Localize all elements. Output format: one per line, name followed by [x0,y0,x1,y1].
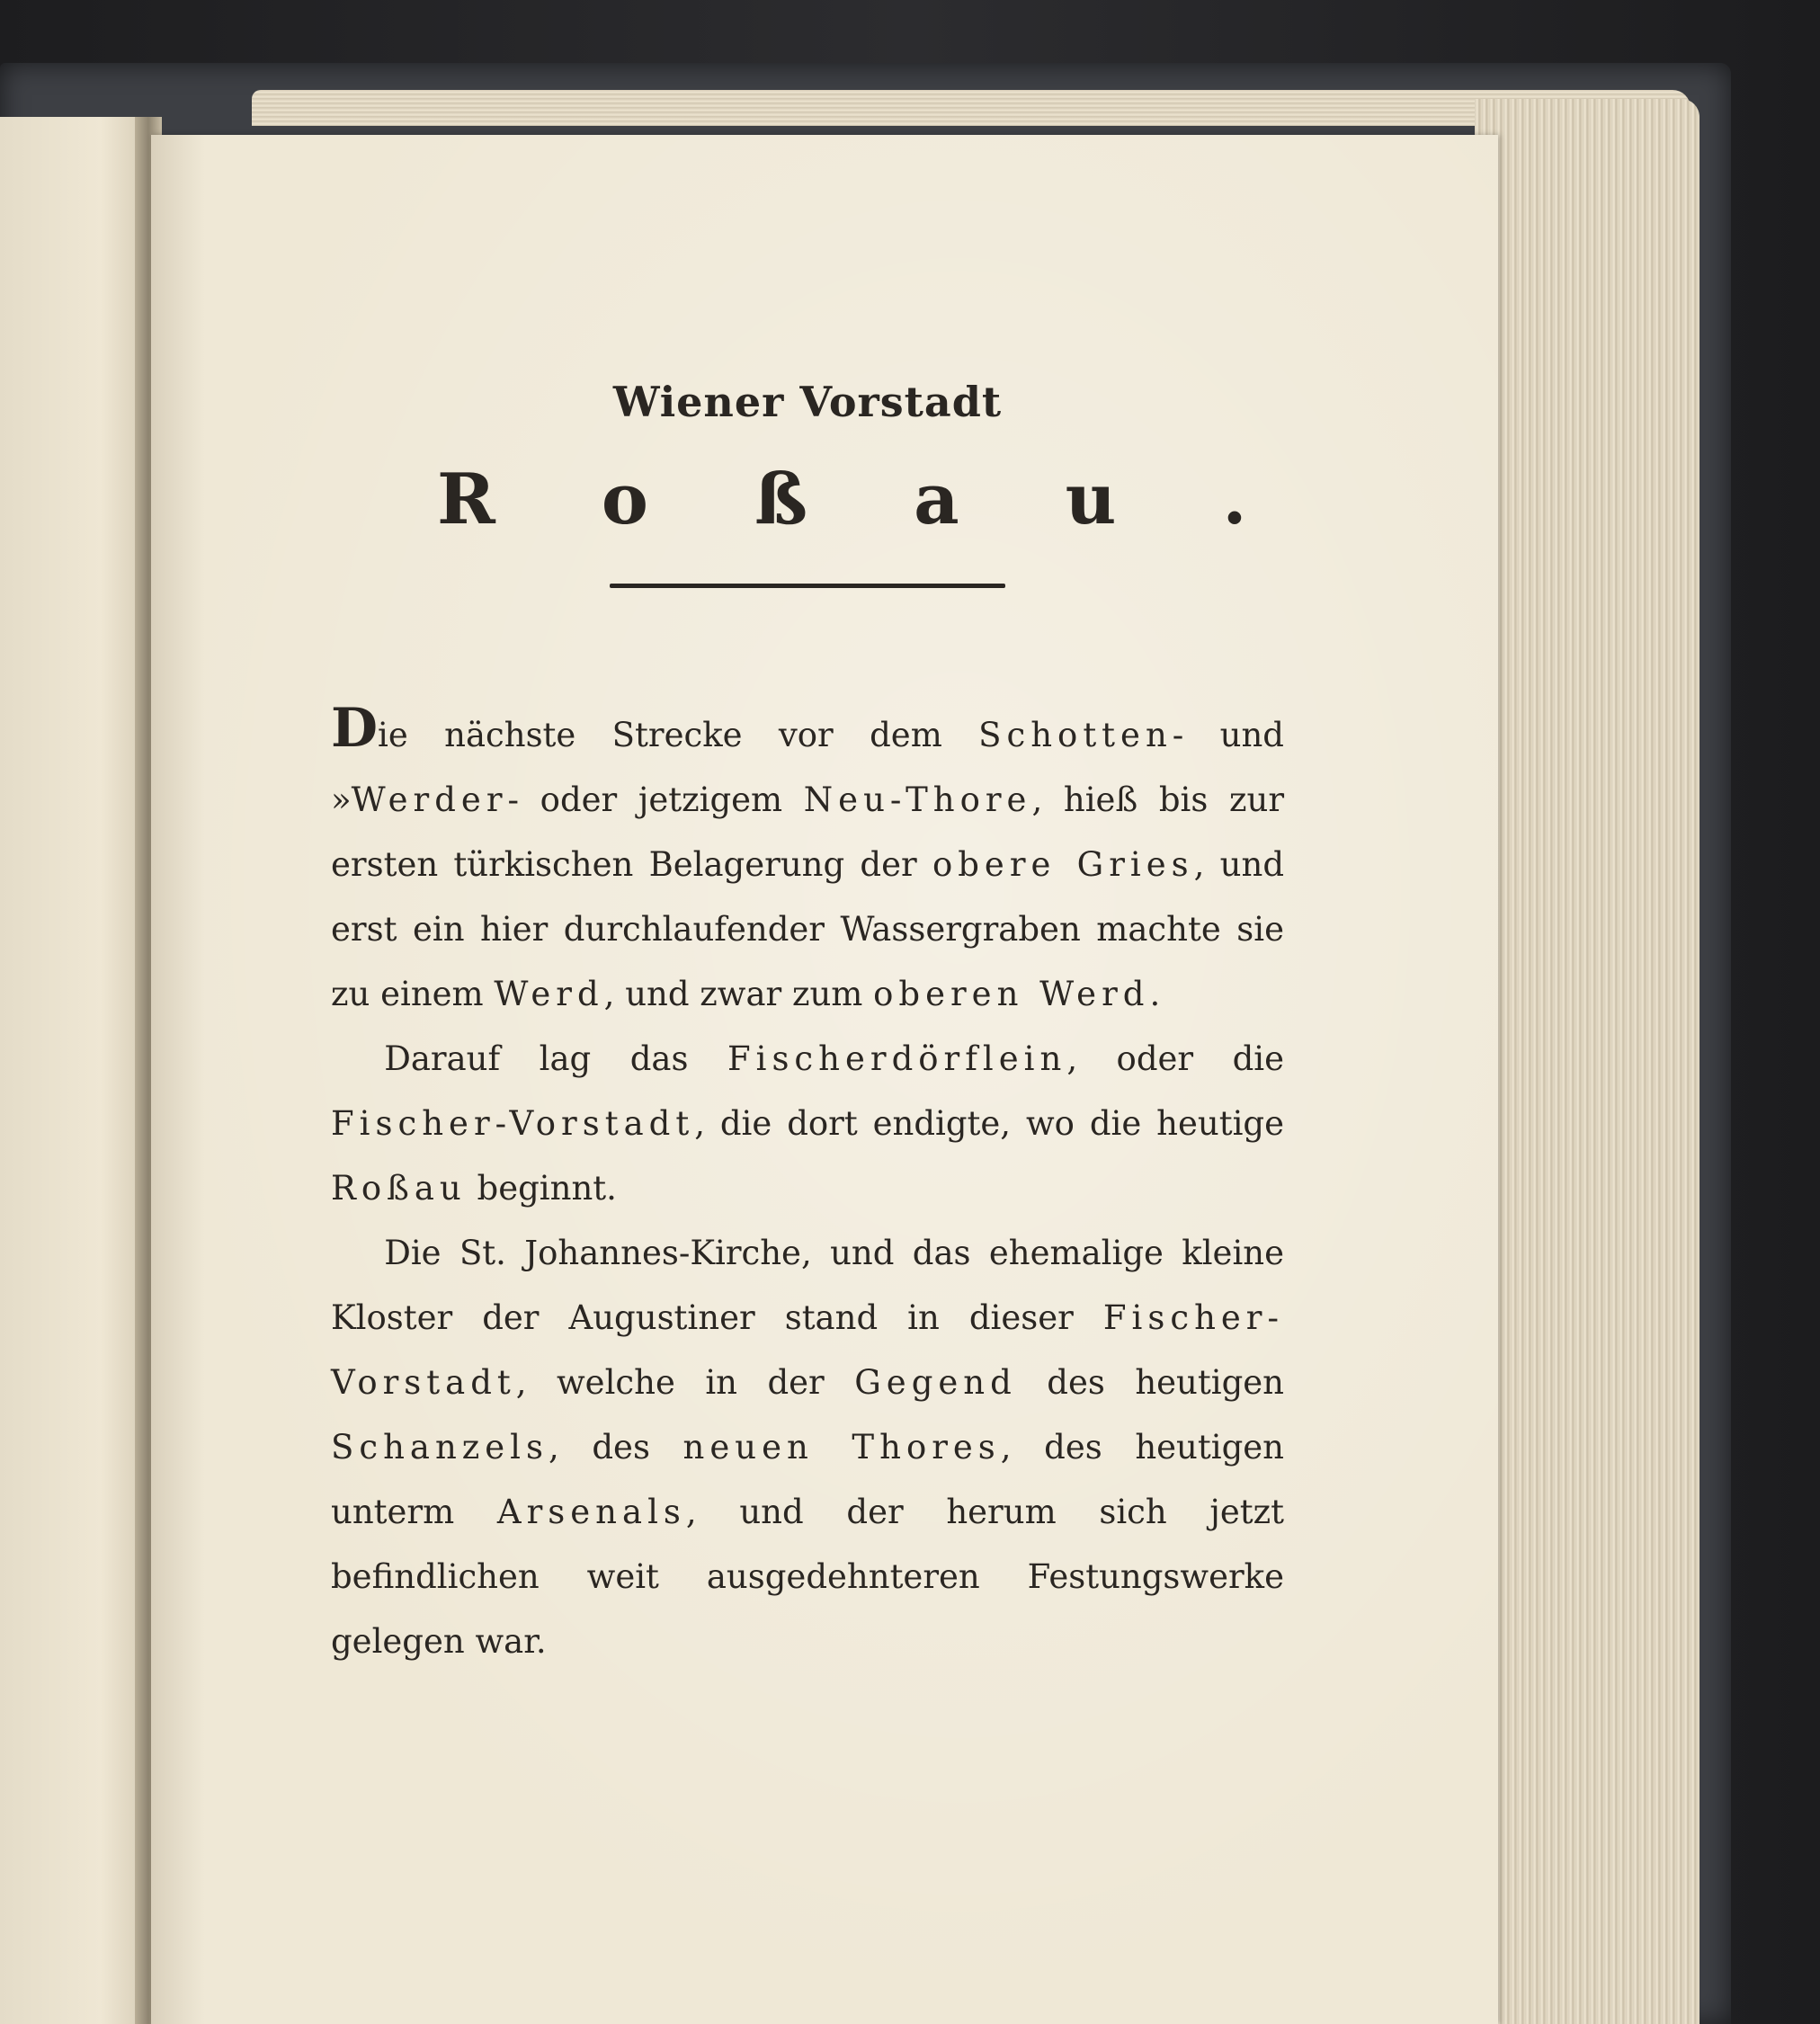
spaced-text: oberen Werd [873,975,1150,1013]
book-page [151,135,1498,2024]
text-segment: , des heutigen unterm [331,1428,1285,1531]
spaced-text: Fischer-Vorstadt [331,1298,1284,1402]
text-segment: . [1149,975,1161,1013]
text-segment: , und zwar zum [603,975,874,1013]
spaced-text: Fischerdörflein [727,1039,1067,1078]
spaced-text: Arsenals [496,1493,686,1531]
title-rule [610,584,1005,588]
spaced-text: Schotten [978,716,1173,754]
spaced-text: Werd [494,975,604,1013]
paragraph [331,1221,1284,1674]
spaced-text: Roßau [331,1169,467,1208]
spaced-text: Neu-Thore [803,780,1032,819]
spaced-text: Fischer-Vorstadt [331,1104,695,1143]
text-segment: beginnt. [466,1169,617,1208]
spaced-text: Schanzels [331,1428,549,1467]
text-segment: , welche in der [515,1363,855,1402]
text-segment: , hieß bis zur ersten türkischen Belagerung der [331,780,1284,884]
text-segment: ie nächste Strecke vor dem [378,716,979,754]
section-subtitle: Wiener Vorstadt [612,378,1003,426]
body-text [331,697,1285,1674]
text-segment: , die dort endigte, wo die heutige [694,1104,1284,1143]
text-segment: , und erst ein hier durchlaufender Wassergraben machte sie zu einem [331,845,1285,1013]
text-segment: Die St. Johannes-Kirche, und das ehemalige kleine Kloster der Augustiner stand in dieser [331,1234,1284,1337]
drop-cap: D [331,697,379,760]
section-title: Roßau. [437,459,1353,540]
text-segment: , und der herum sich jetzt befindlichen weit ausgedehnteren Festungswerke gelegen war. [331,1493,1284,1661]
left-page [0,117,144,2024]
spaced-text: Werder [351,780,508,819]
page-edges [1475,99,1700,2024]
spaced-text: neuen Thores [682,1428,1001,1467]
text-segment: - oder jetzigem [507,780,804,819]
text-segment: Darauf lag das [384,1039,727,1078]
text-segment: , des [549,1428,683,1467]
spaced-text: obere Gries [932,845,1194,884]
page-content [331,378,1353,1674]
text-segment: - und » [331,716,1284,819]
paragraph [331,697,1285,1027]
paragraph [331,1027,1284,1221]
text-segment: des heutigen [1016,1363,1284,1402]
text-segment: , oder die [1066,1039,1284,1078]
spaced-text: Gegend [854,1363,1017,1402]
